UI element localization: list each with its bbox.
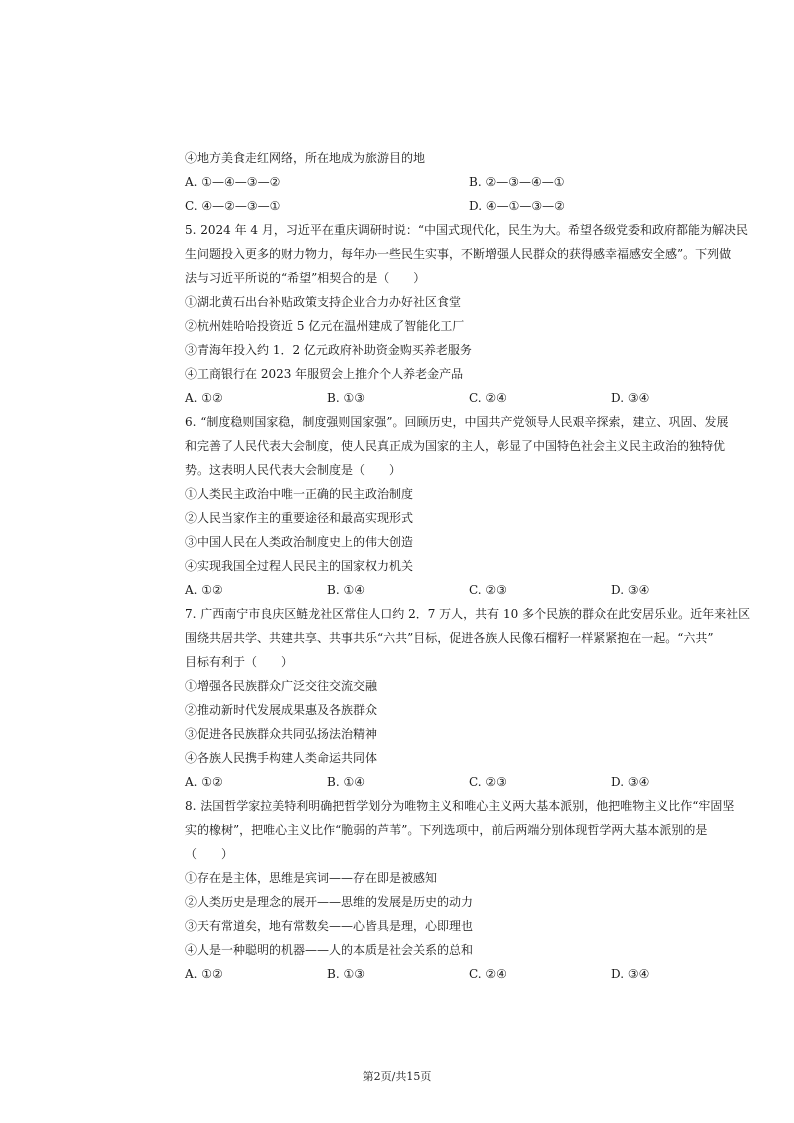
- page-number: 第2页/共15页: [362, 1070, 432, 1083]
- q5-option-d: D. ③④: [611, 391, 650, 405]
- q4-options-row-2: [185, 194, 785, 218]
- q6-stem-line: 势。这表明人民代表大会制度是（ ）: [185, 463, 402, 477]
- q4-option-d: D. ④—①—③—②: [469, 199, 565, 213]
- q7-option-a: A. ①②: [185, 775, 223, 789]
- q6-options: [185, 578, 785, 602]
- q6-item-3: ③中国人民在人类政治制度史上的伟大创造: [185, 535, 414, 549]
- q5-option-b: B. ①③: [327, 391, 365, 405]
- q7-item-3: ③促进各民族群众共同弘扬法治精神: [185, 727, 378, 741]
- q6-stem-line: 6. “制度稳则国家稳，制度强则国家强”。回顾历史，中国共产党领导人民艰辛探索，建立、巩固、发展: [185, 415, 729, 429]
- q6-stem-line: 和完善了人民代表大会制度，使人民真正成为国家的主人，彰显了中国特色社会主义民主政治的独特优: [185, 439, 726, 453]
- q7-item-2: ②推动新时代发展成果惠及各族群众: [185, 703, 378, 717]
- q4-option-b: B. ②—③—④—①: [469, 175, 565, 189]
- q7-item-1: ①增强各民族群众广泛交往交流交融: [185, 679, 378, 693]
- q4-option-c: C. ④—②—③—①: [185, 199, 281, 213]
- q6-option-b: B. ①④: [327, 583, 365, 597]
- q6-option-a: A. ①②: [185, 583, 223, 597]
- q5-item-2: ②杭州娃哈哈投资近 5 亿元在温州建成了智能化工厂: [185, 319, 465, 333]
- q6-item-1: ①人类民主政治中唯一正确的民主政治制度: [185, 487, 414, 501]
- q5-item-3: ③青海年投入约 1．2 亿元政府补助资金购买养老服务: [185, 343, 472, 357]
- q8-item-1: ①存在是主体，思维是宾词——存在即是被感知: [185, 871, 438, 885]
- q5-stem-line: 5. 2024 年 4 月，习近平在重庆调研时说：“中国式现代化，民生为大。希望各级党委和政府都能为解决民: [185, 223, 749, 237]
- q7-option-d: D. ③④: [611, 775, 650, 789]
- q4-item-4: ④地方美食走红网络，所在地成为旅游目的地: [185, 151, 426, 165]
- q5-options: [185, 386, 785, 410]
- q8-item-2: ②人类历史是理念的展开——思维的发展是历史的动力: [185, 895, 474, 909]
- page-content: [185, 146, 785, 986]
- q7-options: [185, 770, 785, 794]
- q5-item-1: ①湖北黄石出台补贴政策支持企业合力办好社区食堂: [185, 295, 462, 309]
- q5-stem-line: 法与习近平所说的“希望”相契合的是（ ）: [185, 271, 426, 285]
- q5-stem-line: 生问题投入更多的财力物力，每年办一些民生实事，不断增强人民群众的获得感幸福感安全感”。下列做: [185, 247, 732, 261]
- q4-options-row-1: [185, 170, 785, 194]
- q8-option-c: C. ②④: [469, 967, 507, 981]
- q5-item-4: ④工商银行在 2023 年服贸会上推介个人养老金产品: [185, 367, 464, 381]
- q5-option-c: C. ②④: [469, 391, 507, 405]
- q7-stem-line: 目标有利于（ ）: [185, 655, 294, 669]
- q8-stem-line: 实的橡树”，把唯心主义比作“脆弱的芦苇”。下列选项中，前后两端分别体现哲学两大基本派别的是: [185, 823, 708, 837]
- q7-option-b: B. ①④: [327, 775, 365, 789]
- q6-option-d: D. ③④: [611, 583, 650, 597]
- q7-stem-line: 7. 广西南宁市良庆区鲢龙社区常住人口约 2．7 万人，共有 10 多个民族的群众在此安居乐业。近年来社区: [185, 607, 751, 621]
- q6-item-2: ②人民当家作主的重要途径和最高实现形式: [185, 511, 414, 525]
- q8-option-d: D. ③④: [611, 967, 650, 981]
- q8-item-3: ③天有常道矣，地有常数矣——心皆具是理，心即理也: [185, 919, 474, 933]
- q7-item-4: ④各族人民携手构建人类命运共同体: [185, 751, 378, 765]
- q8-option-b: B. ①③: [327, 967, 365, 981]
- q8-stem-line: 8. 法国哲学家拉美特利明确把哲学划分为唯物主义和唯心主义两大基本派别，他把唯物主义比作“牢固坚: [185, 799, 735, 813]
- q8-stem-line: （ ）: [185, 847, 234, 861]
- q8-item-4: ④人是一种聪明的机器——人的本质是社会关系的总和: [185, 943, 474, 957]
- q6-item-4: ④实现我国全过程人民民主的国家权力机关: [185, 559, 414, 573]
- q7-option-c: C. ②③: [469, 775, 507, 789]
- q6-option-c: C. ②③: [469, 583, 507, 597]
- q5-option-a: A. ①②: [185, 391, 223, 405]
- q8-option-a: A. ①②: [185, 967, 223, 981]
- q7-stem-line: 围绕共居共学、共建共享、共事共乐“六共”目标，促进各族人民像石榴籽一样紧紧抱在一起。“六共”: [185, 631, 714, 645]
- q4-option-a: A. ①—④—③—②: [185, 175, 281, 189]
- q8-options: [185, 962, 785, 986]
